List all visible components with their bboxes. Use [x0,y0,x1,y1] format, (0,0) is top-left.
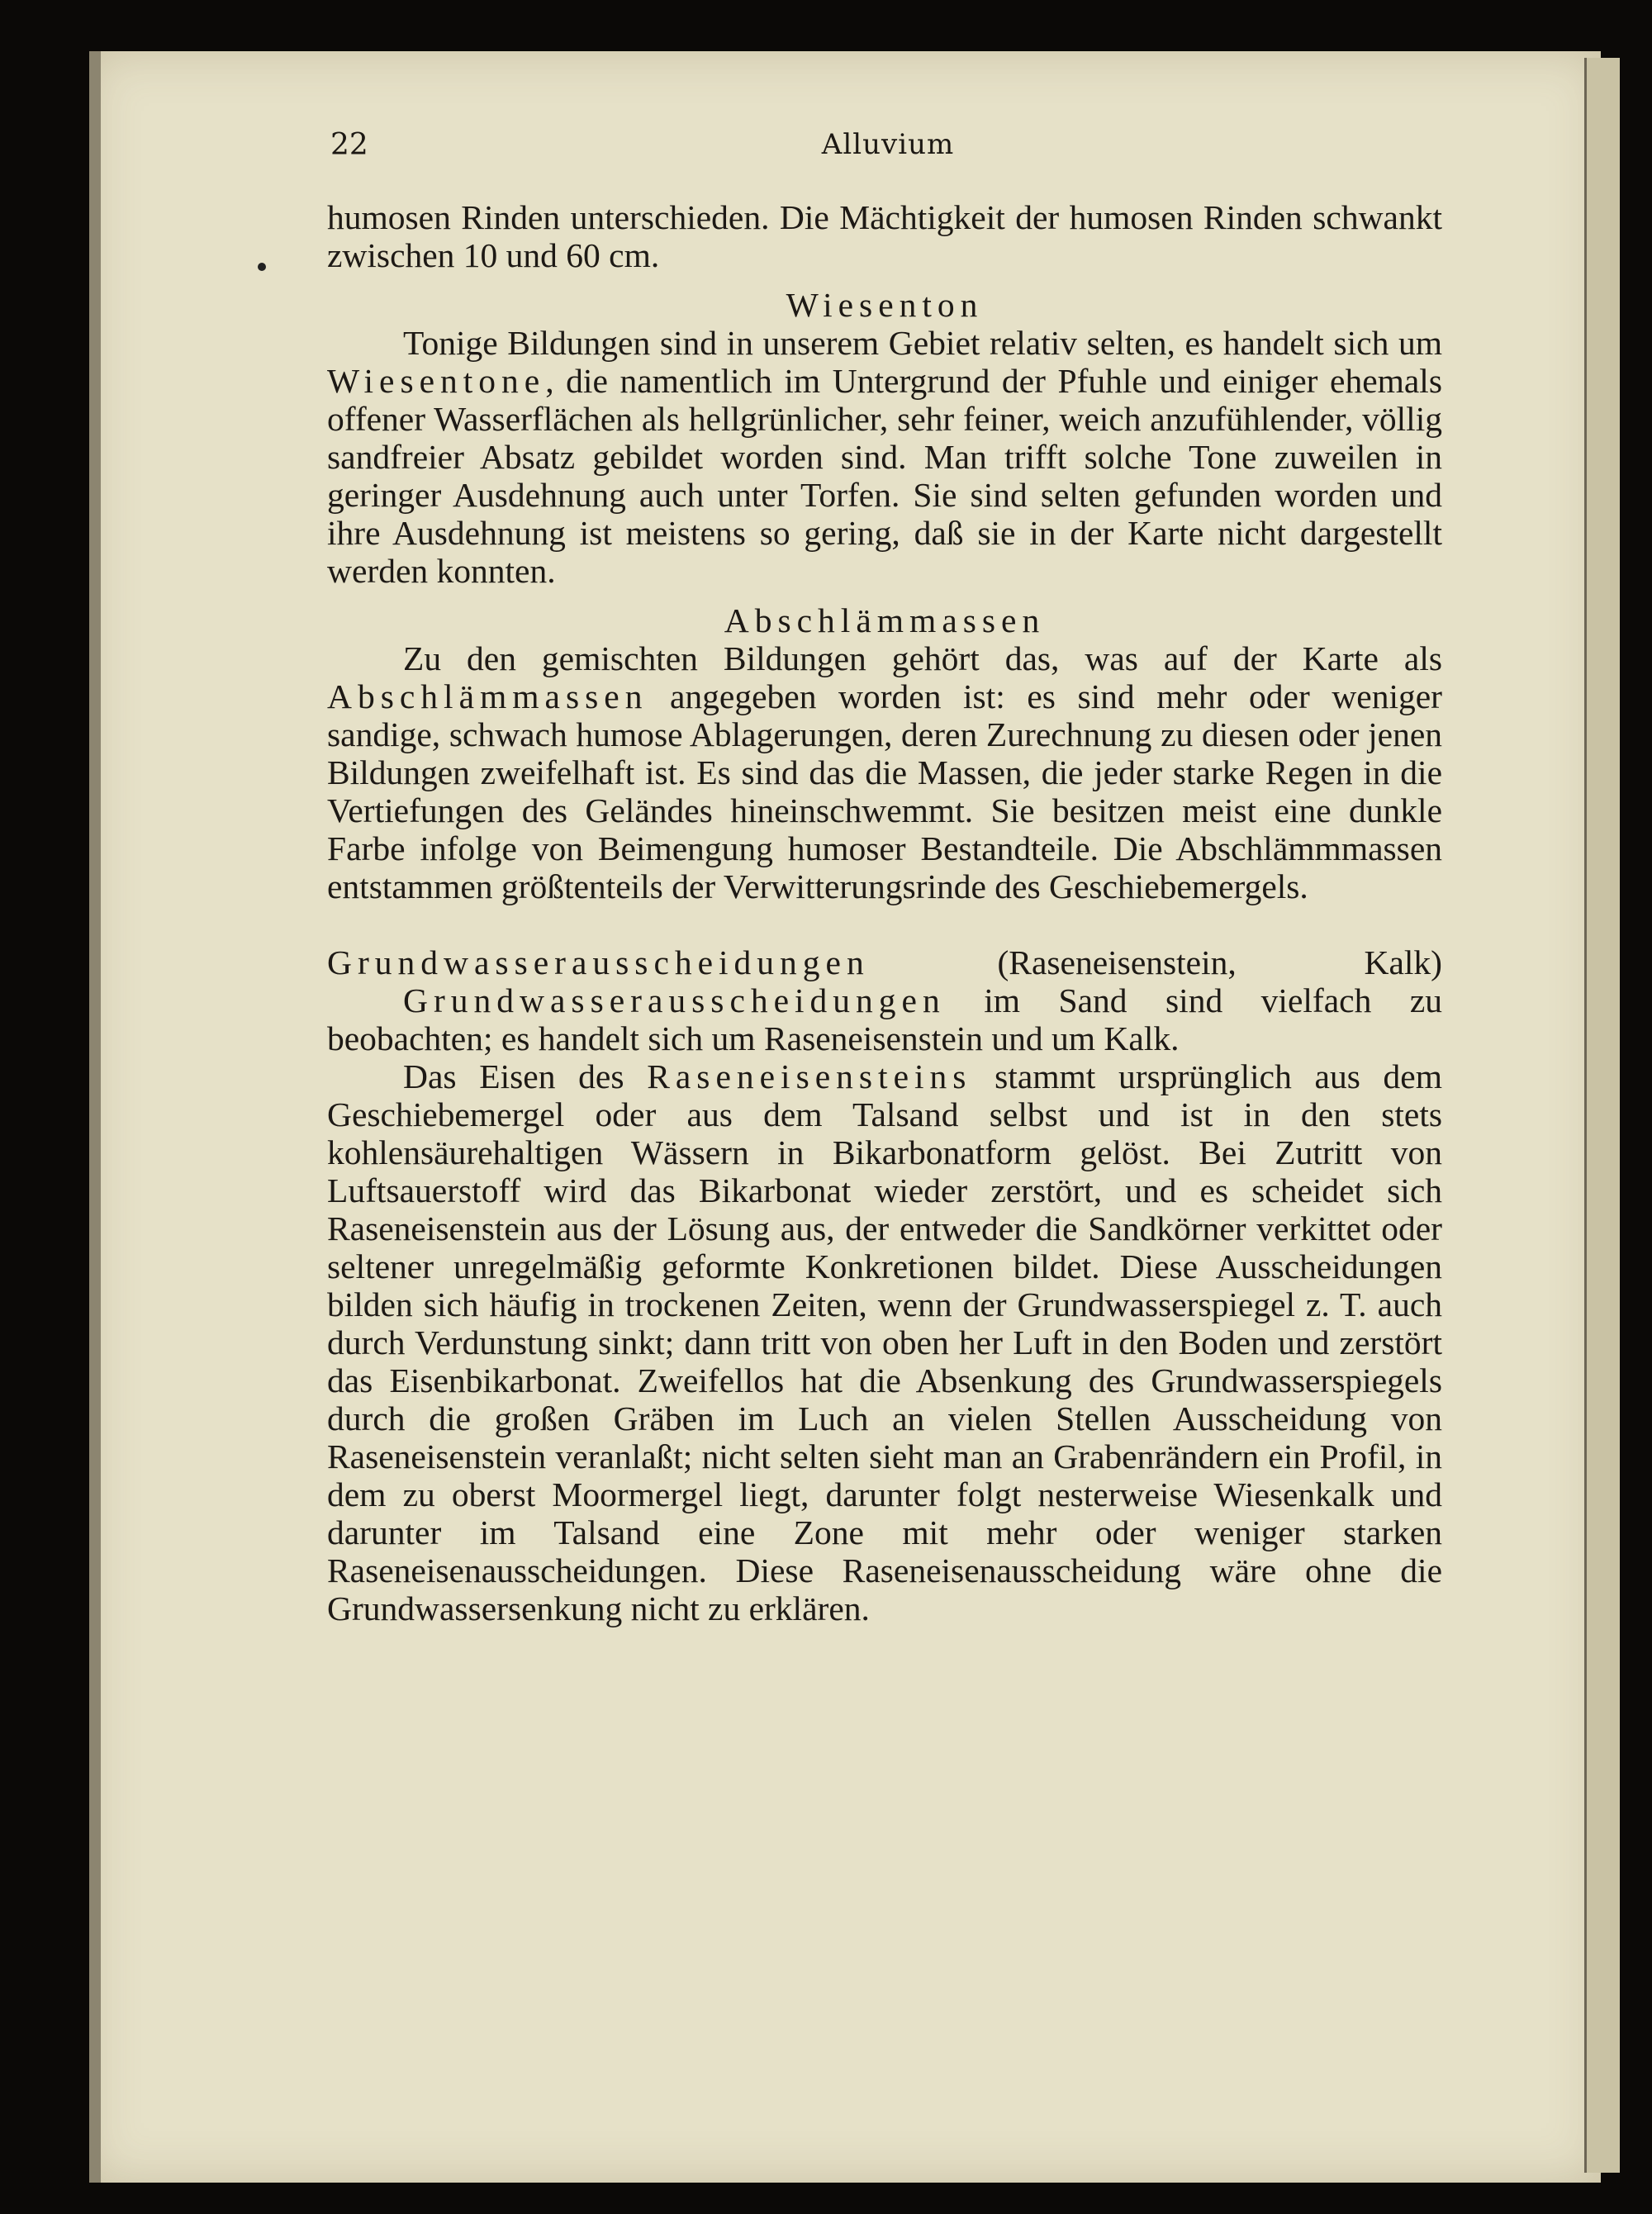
paragraph-text: im Sand sind vielfach zu beobachten; es handelt sich um Raseneisenstein und um Kalk. [327,981,1442,1057]
spaced-term: Raseneisensteins [647,1057,972,1095]
section-heading-abschlaemmassen: Abschlämmassen [724,601,1046,639]
paragraph-humose-rinden: humosen Rinden unterschieden. Die Mächtigkeit der humosen Rinden schwankt zwischen 10 und 60 cm. [327,198,1442,274]
paragraph-text: Zu den gemischten Bildungen gehört das, was auf der Karte als [403,639,1442,677]
paragraph-text: angegeben worden ist: es sind mehr oder weniger sandige, schwach humose Ablagerungen, deren Zurechnung zu diesen oder jenen Bildungen zweifelhaft ist. Es sind das die Massen, die jeder starke Regen in die Vertiefungen des Geländes hineinschwemmt. Sie besitzen meist eine dunkle Farbe infolge von Beimengung humoser Bestandteile. Die Abschlämmmassen entstammen größtenteils der Verwitterungsrinde des Geschiebemergels. [327,677,1442,905]
margin-dot [258,263,266,271]
spaced-term: Grundwasserausscheidungen [403,981,946,1019]
paragraph-raseneisenstein [327,1057,1442,1627]
spaced-term: Abschlämmassen [327,677,648,715]
page-body [327,198,1442,1627]
paragraph-grundwasser [327,981,1442,1057]
spaced-term: Grundwasserausscheidungen [327,943,870,981]
running-title: Alluvium [821,128,955,161]
page-number: 22 [330,128,368,162]
paragraph-text: , die namentlich im Untergrund der Pfuhle und einiger ehemals offener Wasserflächen als hellgrünlicher, sehr feiner, weich anzufühlender, völlig sandfreier Absatz gebildet worden sind. Man trifft solche Tone zuweilen in geringer Ausdehnung auch unter Torfen. Sie sind selten gefunden worden und ihre Ausdehnung ist meistens so gering, daß sie in der Karte nicht dargestellt werden konnten. [327,362,1442,590]
next-page-edge [1584,58,1620,2173]
paragraph-text: Tonige Bildungen sind in unserem Gebiet relativ selten, es handelt sich um [403,324,1442,362]
paragraph-abschlaemmassen [327,639,1442,905]
paragraph-text: stammt ursprünglich aus dem Geschiebemergel oder aus dem Talsand selbst und ist in den stets kohlensäurehaltigen Wässern in Bikarbonatform gelöst. Bei Zutritt von Luftsauerstoff wird das Bikarbonat wieder zerstört, und es scheidet sich Raseneisenstein aus der Lösung aus, der entweder die Sandkörner verkittet oder seltener unregelmäßig geformte Konkretionen bildet. Diese Ausscheidungen bilden sich häufig in trockenen Zeiten, wenn der Grundwasserspiegel z. T. auch durch Verdunstung sinkt; dann tritt von oben her Luft in den Boden und zerstört das Eisenbikarbonat. Zweifellos hat die Absenkung des Grundwasserspiegels durch die großen Gräben im Luch an vielen Stellen Ausscheidung von Raseneisenstein veranlaßt; nicht selten sieht man an Grabenrändern ein Profil, in dem zu oberst Moormergel liegt, darunter folgt nesterweise Wiesenkalk und darunter im Talsand eine Zone mit mehr oder weniger starken Raseneisenausscheidungen. Diese Raseneisenausscheidung wäre ohne die Grundwassersenkung nicht zu erklären. [327,1057,1443,1627]
paragraph-text: Das Eisen des [403,1057,648,1095]
running-head [330,128,1446,169]
page-fold-shadow [89,51,101,2183]
paragraph-wiesenton [327,324,1442,590]
spaced-term: Wiesentone [327,362,546,400]
section-heading-wiesenton: Wiesenton [786,286,984,324]
section-heading-grundwasser [327,943,1442,981]
heading-text: (Raseneisenstein, Kalk) [869,943,1442,981]
